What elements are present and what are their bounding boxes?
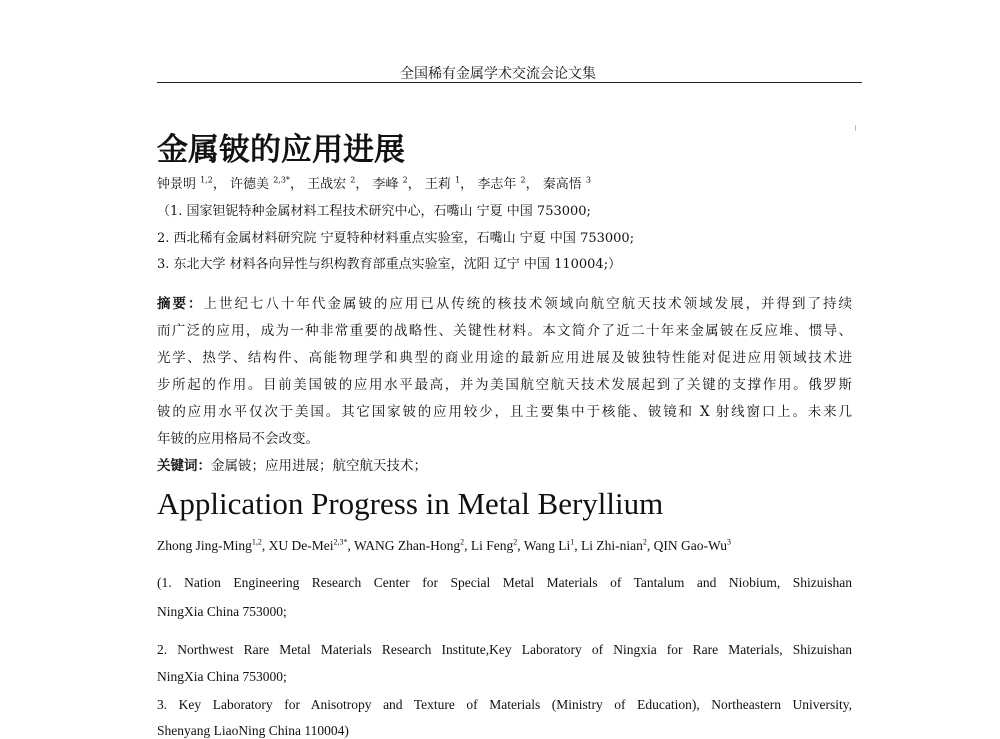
- affiliation-en-3-line1: 3. Key Laboratory for Anisotropy and Texture of Materials (Ministry of Education), Northeastern University,: [157, 697, 852, 712]
- author: XU De-Mei$^{2,3*}$,: [268, 537, 355, 553]
- title-english: Application Progress in Metal Beryllium: [157, 486, 664, 521]
- author: 王莉 $^1$，: [424, 175, 474, 192]
- abstract-line: 年铍的应用格局不会改变。: [157, 431, 319, 447]
- author: 许德美 $^{2,3*}$，: [230, 175, 303, 192]
- keywords: 关键词：金属铍；应用进展；航空航天技术；: [157, 458, 427, 474]
- running-header: 全国稀有金属学术交流会论文集: [400, 66, 596, 82]
- author: 李志年 $^2$，: [477, 175, 539, 192]
- abstract-line: 步所起的作用。目前美国铍的应用水平最高，并为美国航空航天技术发展起到了关键的支撑作用。俄罗斯: [157, 377, 852, 393]
- affiliation-en-3-line2: Shenyang LiaoNing China 110004): [157, 723, 349, 738]
- authors-english: [157, 537, 852, 554]
- affiliation-en-2-line1: 2. Northwest Rare Metal Materials Research Institute,Key Laboratory of Ningxia for Rare Materials, Shizuishan: [157, 642, 852, 657]
- author: 李峰 $^2$，: [372, 175, 421, 192]
- author: WANG Zhan-Hong$^2$,: [354, 537, 471, 553]
- abstract-line: 光学、热学、结构件、高能物理学和典型的商业用途的最新应用进展及铍独特性能对促进应用领域技术进: [157, 350, 852, 366]
- affiliation-en-1-line2: NingXia China 753000;: [157, 604, 287, 619]
- author: Li Zhi-nian$^2$,: [581, 537, 654, 553]
- affiliation-en-1-line1: (1. Nation Engineering Research Center for Special Metal Materials of Tantalum and Niobium, Shizuishan: [157, 575, 852, 590]
- author: 秦高悟 $^3$: [542, 175, 591, 192]
- author: Li Feng$^2$,: [470, 537, 524, 553]
- header-rule: [157, 82, 862, 83]
- abstract-label: 摘要：: [157, 296, 204, 312]
- title-chinese: 金属铍的应用进展: [157, 132, 405, 168]
- scan-mark: [855, 125, 856, 131]
- abstract-line: 摘要：上世纪七八十年代金属铍的应用已从传统的核技术领域向航空航天技术领域发展，并得到了持续: [157, 296, 853, 312]
- authors-chinese: [157, 173, 591, 192]
- author: 钟景明 $^{1,2}$，: [157, 175, 226, 192]
- author: Wang Li$^1$,: [523, 537, 582, 553]
- affiliation-cn-1: （1. 国家钽铌特种金属材料工程技术研究中心，石嘴山 宁夏 中国 753000;: [157, 204, 591, 219]
- keywords-label: 关键词：: [157, 458, 211, 474]
- affiliation-cn-2: 2. 西北稀有金属材料研究院 宁夏特种材料重点实验室，石嘴山 宁夏 中国 753000;: [157, 231, 635, 246]
- abstract-line: 铍的应用水平仅次于美国。其它国家铍的应用较少，且主要集中于核能、铍镜和 X 射线窗口上。未来几: [157, 404, 852, 420]
- author: Zhong Jing-Ming$^{1,2}$,: [157, 537, 269, 553]
- author: 王战宏 $^2$，: [307, 175, 369, 192]
- author: QIN Gao-Wu$^3$: [653, 537, 731, 553]
- affiliation-cn-3: 3. 东北大学 材料各向异性与织构教育部重点实验室，沈阳 辽宁 中国 110004;）: [157, 257, 622, 272]
- abstract-line: 而广泛的应用，成为一种非常重要的战略性、关键性材料。本文简介了近二十年来金属铍在反应堆、惯导、: [157, 323, 852, 339]
- affiliation-en-2-line2: NingXia China 753000;: [157, 669, 287, 684]
